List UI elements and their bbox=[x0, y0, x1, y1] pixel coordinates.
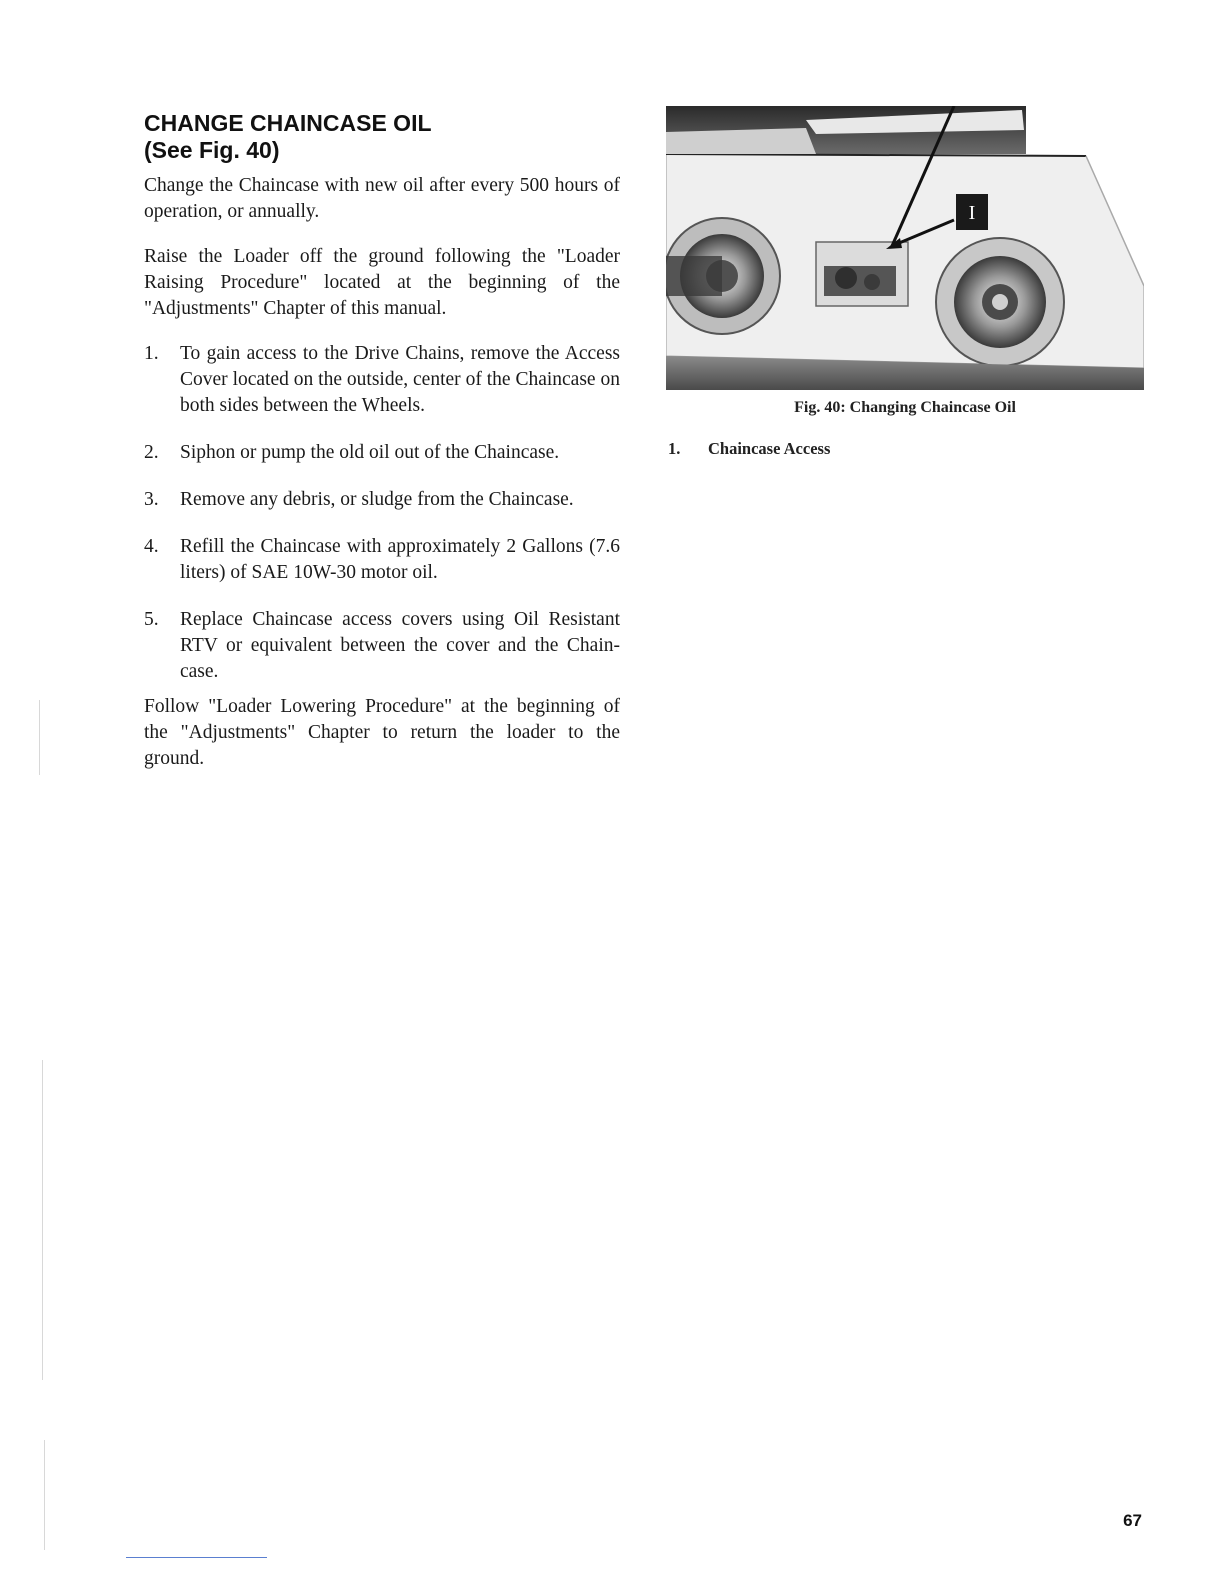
section-heading bbox=[144, 110, 620, 164]
figure-caption: Fig. 40: Changing Chaincase Oil bbox=[794, 399, 1016, 416]
list-item bbox=[144, 534, 620, 586]
legend-label: Chaincase Access bbox=[708, 439, 831, 458]
step-text: To gain access to the Drive Chains, remove the Access Cover located on the outside, center of the Chaincase on both sides between the Wheels. bbox=[180, 343, 620, 416]
section-title: CHANGE CHAINCASE OIL bbox=[144, 110, 432, 136]
closing-paragraph: Follow "Loader Lowering Procedure" at the beginning of the "Adjustments" Chapter to return the loader to the ground. bbox=[144, 696, 620, 769]
callout-label: I bbox=[968, 202, 976, 224]
procedure-steps bbox=[144, 341, 620, 685]
right-wheel-hub bbox=[936, 238, 1064, 366]
step-number: 1. bbox=[144, 343, 159, 364]
step-number: 3. bbox=[144, 489, 159, 510]
figure-legend-item bbox=[668, 439, 830, 459]
chaincase-photo bbox=[666, 106, 1144, 390]
list-item bbox=[144, 341, 620, 419]
main-column bbox=[144, 110, 620, 791]
step-text: Remove any debris, or sludge from the Chaincase. bbox=[180, 489, 574, 510]
section-subtitle: (See Fig. 40) bbox=[144, 137, 280, 163]
scan-mark bbox=[44, 1440, 45, 1550]
step-text: Replace Chaincase access covers using Oil Resistant RTV or equivalent between the cover and the Chain-case. bbox=[180, 609, 620, 682]
step-text: Siphon or pump the old oil out of the Chaincase. bbox=[180, 442, 560, 463]
step-number: 4. bbox=[144, 536, 159, 557]
step-text: Refill the Chaincase with approximately 2 Gallons (7.6 liters) of SAE 10W-30 motor oil. bbox=[180, 536, 620, 583]
footer-rule bbox=[126, 1557, 267, 1558]
access-opening bbox=[816, 242, 908, 306]
step-number: 2. bbox=[144, 442, 159, 463]
list-item bbox=[144, 607, 620, 685]
step-number: 5. bbox=[144, 609, 159, 630]
scan-mark bbox=[42, 1060, 43, 1380]
page-number: 67 bbox=[1123, 1511, 1142, 1530]
scan-mark bbox=[39, 700, 40, 775]
list-item bbox=[144, 440, 620, 466]
intro-paragraph: Change the Chaincase with new oil after every 500 hours of operation, or annually. bbox=[144, 175, 620, 222]
list-item bbox=[144, 487, 620, 513]
intro-paragraph: Raise the Loader off the ground following the "Loader Raising Procedure" located at the beginning of the "Adjustments" Chapter of this manual. bbox=[144, 246, 620, 319]
legend-number: 1. bbox=[668, 439, 681, 458]
left-wheel-hub bbox=[666, 218, 780, 334]
chaincase-photo-drawing bbox=[666, 106, 1144, 390]
